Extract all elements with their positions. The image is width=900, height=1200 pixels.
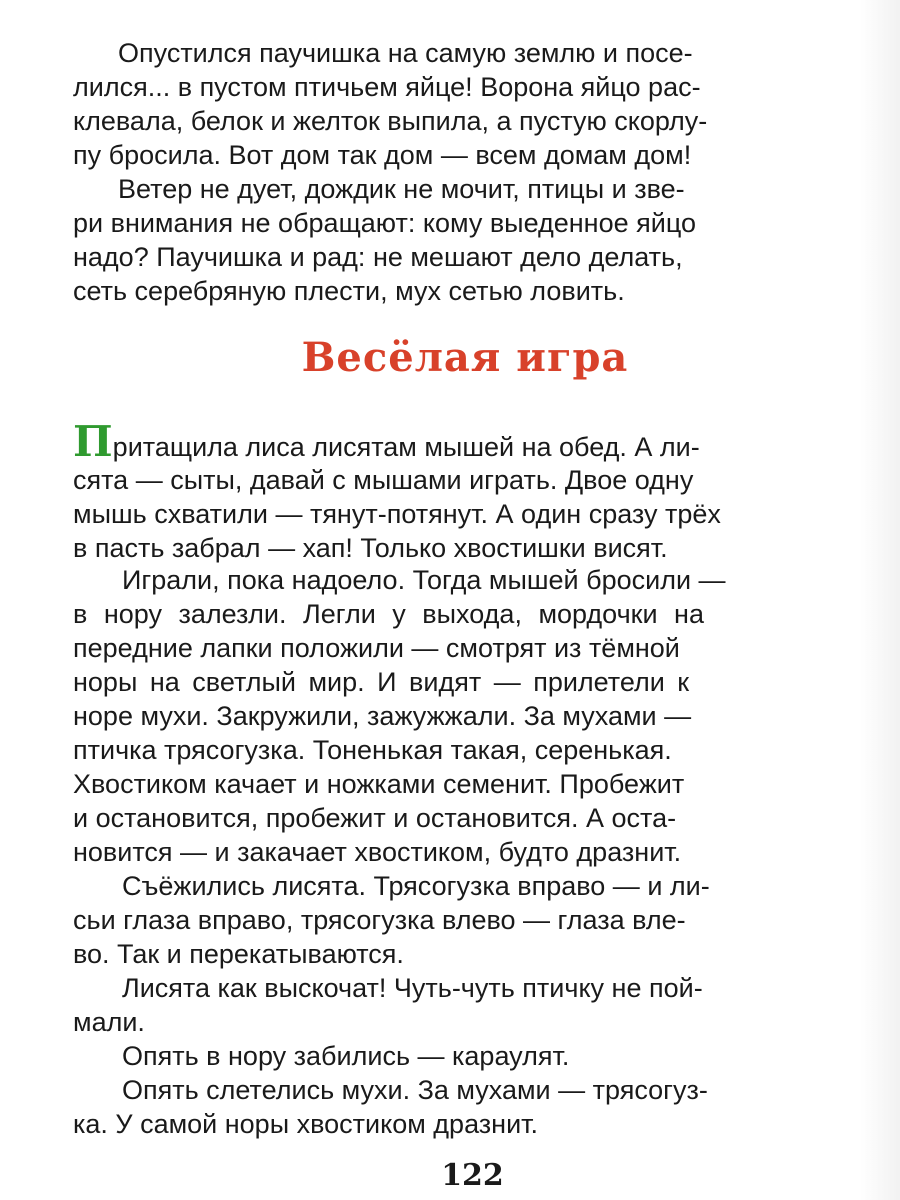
text-line: Опять слетелись мухи. За мухами — трясогуз- <box>122 1075 708 1105</box>
page-number: 122 <box>441 1158 504 1193</box>
text-line: передние лапки положили — смотрят из тёмной <box>73 633 680 663</box>
text-line: сята — сыты, давай с мышами играть. Двое одну <box>73 465 694 495</box>
drop-cap: П <box>73 417 113 466</box>
text-line: Хвостиком качает и ножками семенит. Пробежит <box>73 769 685 799</box>
text-line: Играли, пока надоело. Тогда мышей бросили — <box>122 565 726 595</box>
text-line: лился... в пустом птичьем яйце! Ворона яйцо рас- <box>73 72 701 102</box>
text-line: Ветер не дует, дождик не мочит, птицы и зве- <box>118 174 685 204</box>
text-line: мали. <box>73 1007 145 1037</box>
text-line: мышь схватили — тянут-потянут. А один сразу трёх <box>73 499 721 529</box>
text-line: Опять в нору забились — караулят. <box>122 1041 570 1071</box>
text-line: Съёжились лисята. Трясогузка вправо — и ли- <box>122 871 710 901</box>
text-line-first <box>73 417 700 466</box>
text-line: во. Так и перекатываются. <box>73 939 404 969</box>
text-line: пу бросила. Вот дом так дом — всем домам дом! <box>73 140 692 170</box>
story-title: Весёлая игра <box>301 334 629 381</box>
text-line-rest: ритащила лиса лисятам мышей на обед. А ли- <box>112 432 700 462</box>
text-line: норе мухи. Закружили, зажужжали. За мухами — <box>73 701 692 731</box>
text-line: надо? Паучишка и рад: не мешают дело делать, <box>73 242 683 272</box>
text-line: сеть серебряную плести, мух сетью ловить. <box>73 276 625 306</box>
text-line: сьи глаза вправо, трясогузка влево — глаза вле- <box>73 905 686 935</box>
text-line: новится — и закачает хвостиком, будто дразнит. <box>73 837 682 867</box>
text-line: птичка трясогузка. Тоненькая такая, серенькая. <box>73 735 672 765</box>
text-line: в пасть забрал — хап! Только хвостишки висят. <box>73 533 668 563</box>
page-edge-shadow <box>860 0 900 1200</box>
text-line: ри внимания не обращают: кому выеденное яйцо <box>73 208 697 238</box>
text-line: и остановится, пробежит и остановится. А оста- <box>73 803 677 833</box>
text-line: ка. У самой норы хвостиком дразнит. <box>73 1109 539 1139</box>
text-line: норы на светлый мир. И видят — прилетели к <box>73 667 690 697</box>
text-line: Опустился паучишка на самую землю и посе- <box>118 38 693 68</box>
text-line: клевала, белок и желток выпила, а пустую скорлу- <box>73 106 708 136</box>
text-line: Лисята как выскочат! Чуть-чуть птичку не пой- <box>122 973 703 1003</box>
text-line: в нору залезли. Легли у выхода, мордочки на <box>73 599 704 629</box>
